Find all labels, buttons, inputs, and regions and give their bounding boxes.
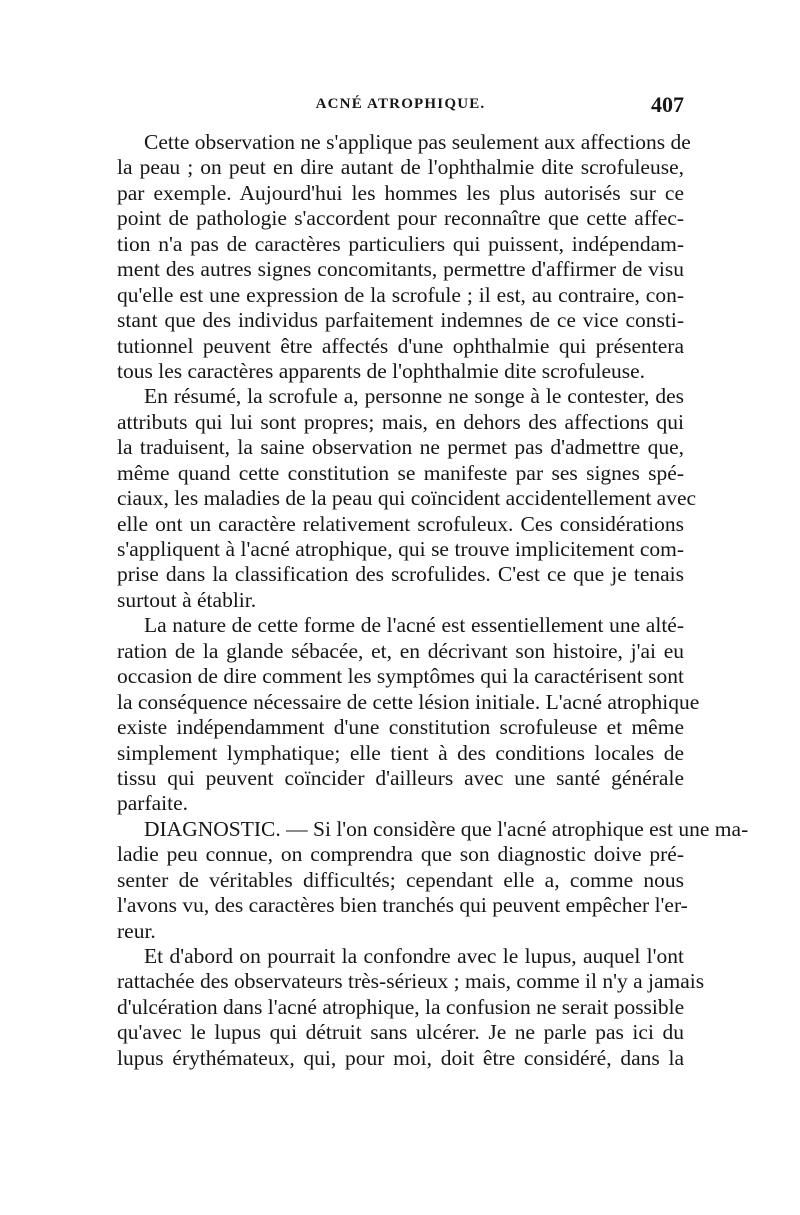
text-line: occasion de dire comment les symptômes qui la caractérisent sont	[117, 664, 684, 689]
text-line: Cette observation ne s'applique pas seulement aux affections de	[144, 130, 691, 154]
text-line: existe indépendamment d'une constitution scrofuleuse et même	[117, 715, 684, 740]
text-line: elle ont un caractère relativement scrofuleux. Ces considérations	[117, 511, 684, 536]
text-line: s'appliquent à l'acné atrophique, qui se trouve implicitement com-	[117, 537, 684, 561]
text-line: parfaite.	[117, 791, 189, 816]
text-line: reur.	[117, 918, 156, 943]
text-line: qu'elle est une expression de la scrofule ; il est, au contraire, con-	[117, 282, 684, 307]
text-line: par exemple. Aujourd'hui les hommes les plus autorisés sur ce	[117, 180, 684, 205]
text-line: point de pathologie s'accordent pour reconnaître que cette affec-	[117, 206, 684, 231]
text-line: tutionnel peuvent être affectés d'une ophthalmie qui présentera	[117, 333, 684, 358]
text-line: senter de véritables difficultés; cependant elle a, comme nous	[117, 867, 684, 892]
text-line: la traduisent, la saine observation ne permet pas d'admettre que,	[117, 435, 684, 460]
text-line: la conséquence nécessaire de cette lésion initiale. L'acné atrophique	[117, 689, 700, 714]
text-line: En résumé, la scrofule a, personne ne songe à le contester, des	[144, 384, 684, 409]
body-text	[117, 130, 749, 1071]
text-line: La nature de cette forme de l'acné est essentiellement une alté-	[144, 613, 684, 638]
text-line: simplement lymphatique; elle tient à des conditions locales de	[117, 740, 684, 765]
text-line: prise dans la classification des scrofulides. C'est ce que je tenais	[117, 562, 684, 587]
running-head	[117, 92, 684, 122]
text-line: tous les caractères apparents de l'ophthalmie dite scrofuleuse.	[117, 358, 646, 383]
text-line: tissu qui peuvent coïncider d'ailleurs avec une santé générale	[117, 765, 684, 790]
text-line: lupus érythémateux, qui, pour moi, doit être considéré, dans la	[117, 1045, 684, 1070]
text-line: même quand cette constitution se manifeste par ses signes spé-	[117, 460, 684, 485]
text-line: ration de la glande sébacée, et, en décrivant son histoire, j'ai eu	[117, 638, 684, 663]
text-line: ment des autres signes concomitants, permettre d'affirmer de visu	[117, 257, 684, 282]
text-line: tion n'a pas de caractères particuliers qui puissent, indépendam-	[117, 231, 684, 256]
page-number: 407	[651, 92, 684, 117]
text-line: Et d'abord on pourrait la confondre avec le lupus, auquel l'ont	[144, 944, 684, 968]
text-line: la peau ; on peut en dire autant de l'ophthalmie dite scrofuleuse,	[117, 155, 684, 180]
text-line: l'avons vu, des caractères bien tranchés qui peuvent empêcher l'er-	[117, 893, 688, 918]
running-title: ACNÉ ATROPHIQUE.	[315, 96, 486, 112]
text-line: ladie peu connue, on comprendra que son diagnostic doive pré-	[117, 842, 684, 867]
text-line: surtout à établir.	[117, 587, 257, 612]
text-line: stant que des individus parfaitement indemnes de ce vice consti-	[117, 308, 684, 333]
text-line: d'ulcération dans l'acné atrophique, la confusion ne serait possible	[117, 994, 685, 1019]
text-line: rattachée des observateurs très-sérieux ; mais, comme il n'y a jamais	[117, 969, 705, 994]
text-line: attributs qui lui sont propres; mais, en dehors des affections qui	[117, 409, 684, 434]
text-line: DIAGNOSTIC. — Si l'on considère que l'acné atrophique est une ma-	[144, 816, 749, 841]
text-line: ciaux, les maladies de la peau qui coïncident accidentellement avec	[117, 486, 697, 511]
text-line: qu'avec le lupus qui détruit sans ulcérer. Je ne parle pas ici du	[117, 1020, 684, 1045]
